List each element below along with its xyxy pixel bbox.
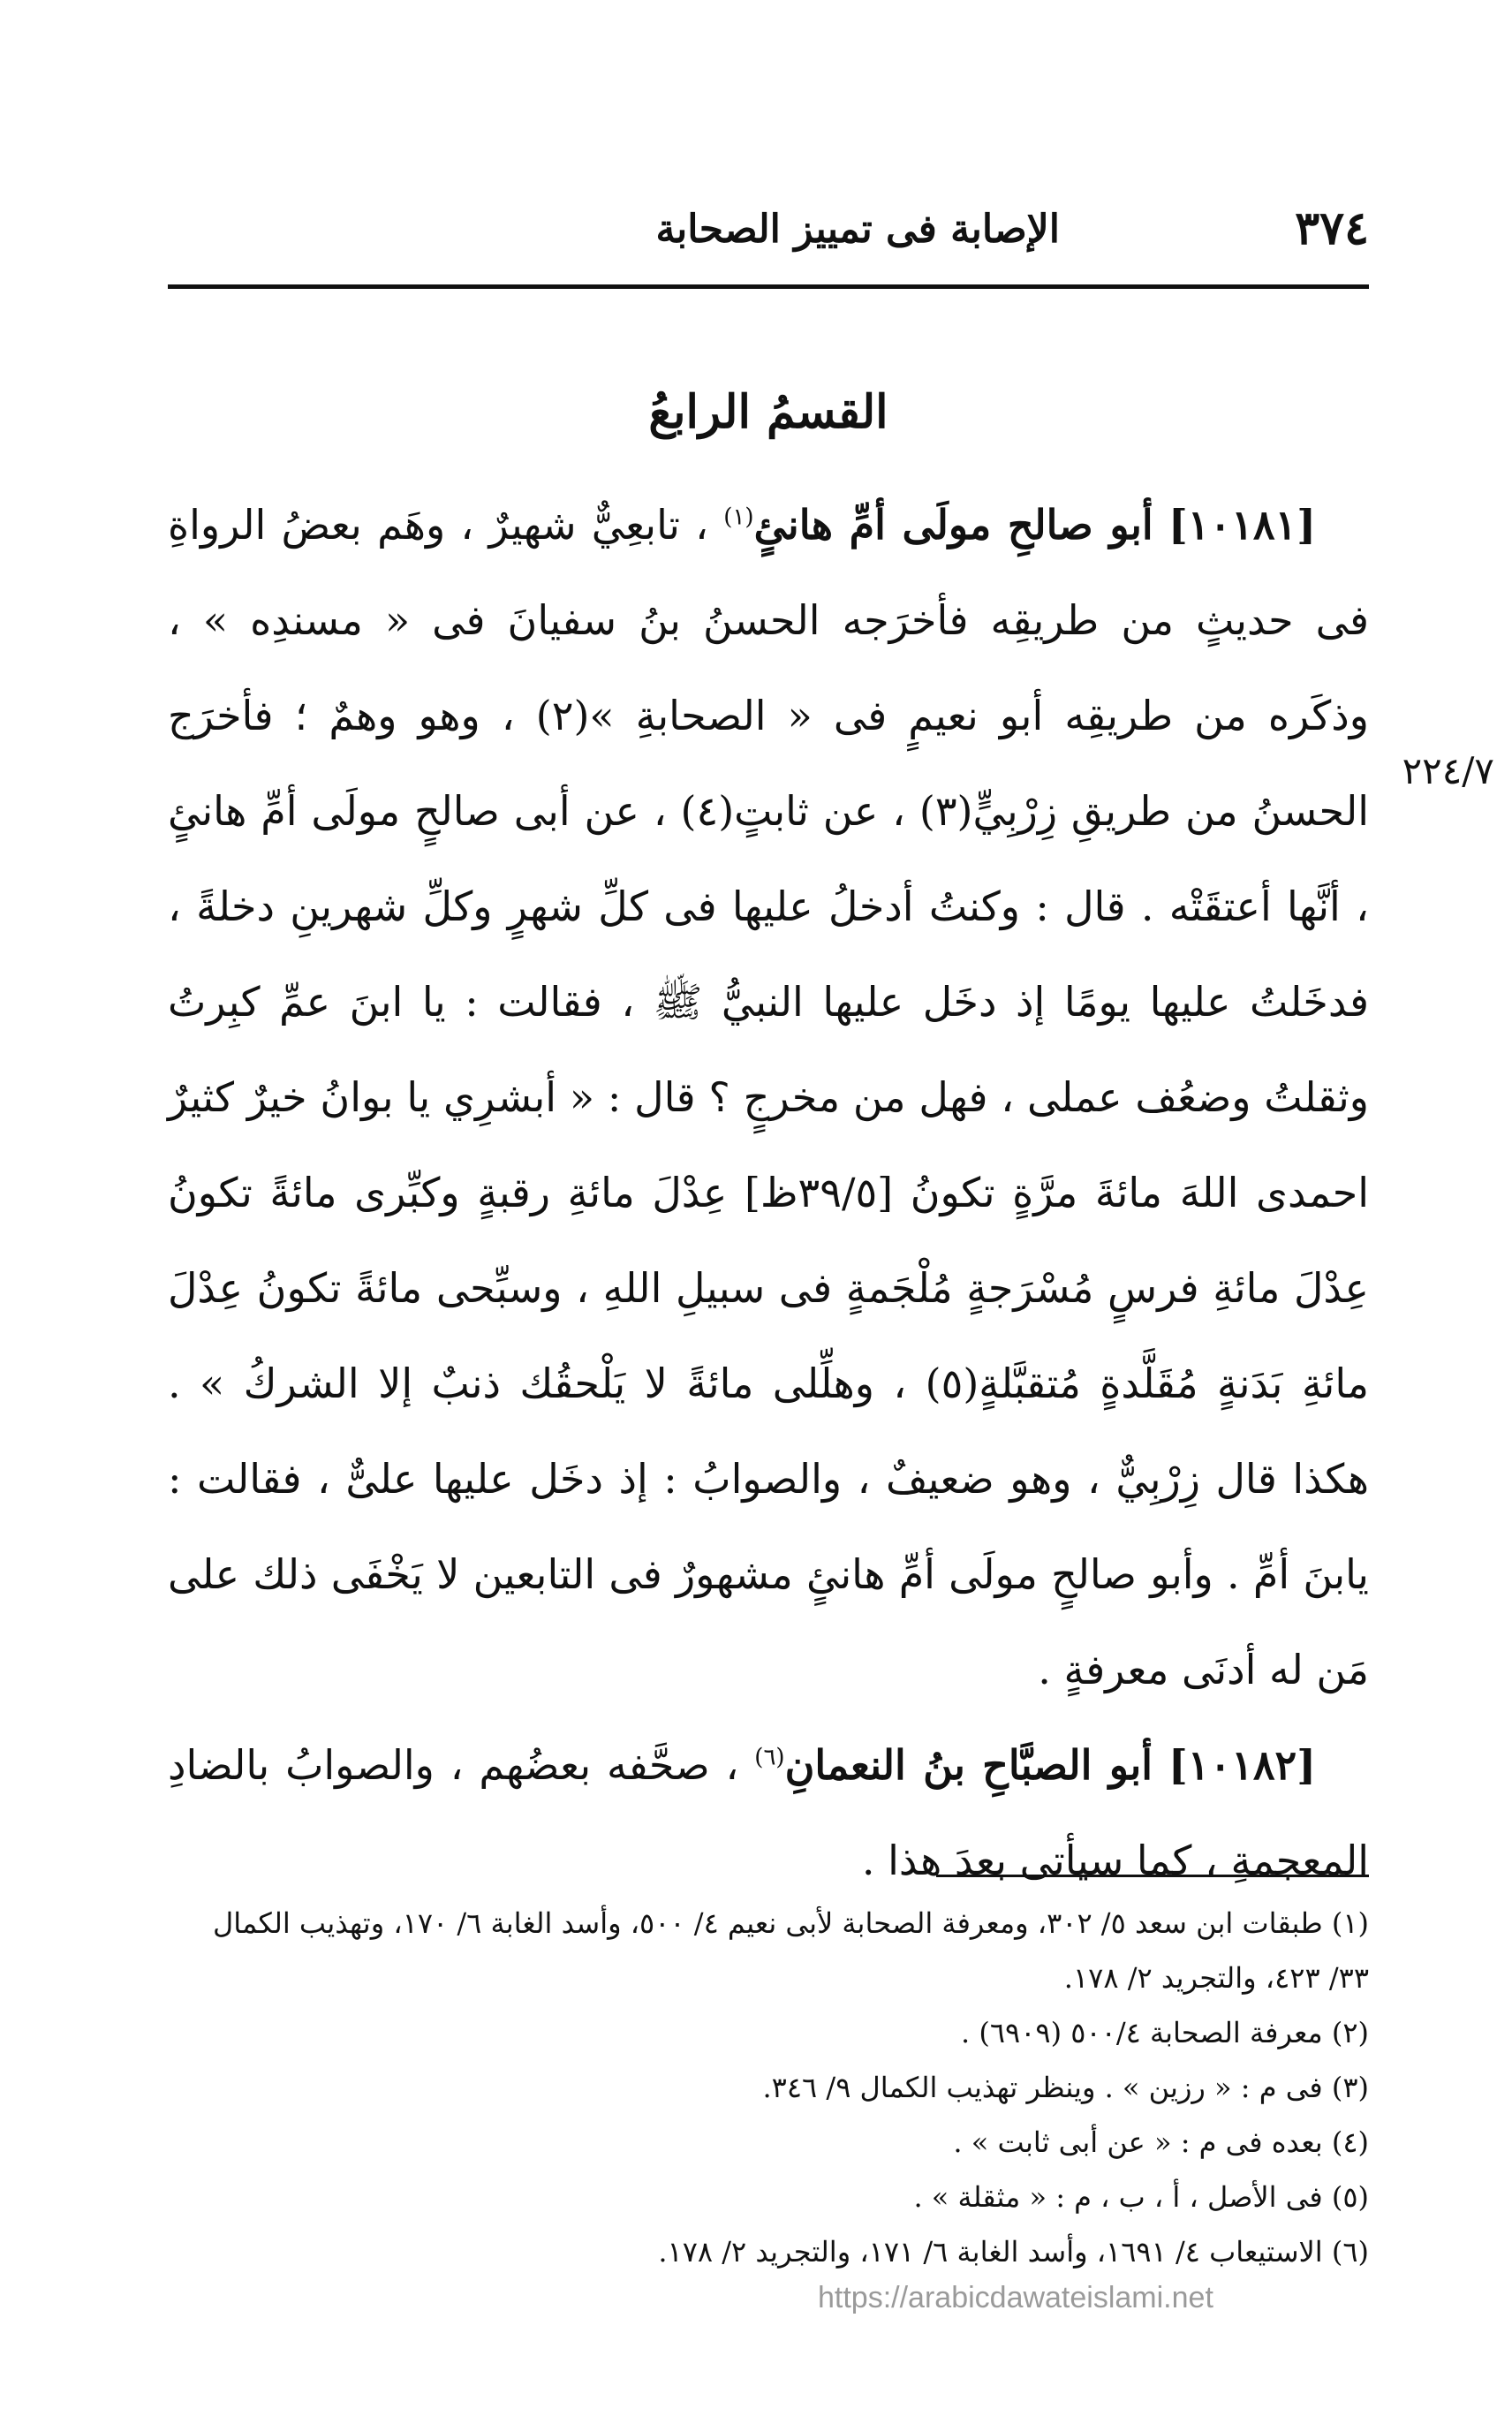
- footnote-rule: [936, 1875, 1369, 1877]
- running-title: الإصابة فى تمييز الصحابة: [655, 207, 1060, 252]
- footnote-2: (٢) معرفة الصحابة ٥٠٠/٤ (٦٩٠٩) .: [961, 2016, 1369, 2049]
- entry-10182: [168, 1717, 1369, 1908]
- margin-reference: ٢٢٤/٧: [1402, 749, 1494, 792]
- main-text: [168, 477, 1369, 1908]
- entry-number: [١٠١٨٢]: [1168, 1741, 1317, 1789]
- page-header: [168, 201, 1369, 272]
- entry-10181: [168, 477, 1369, 1717]
- header-rule: [168, 284, 1369, 289]
- footnote-marker: (٦): [754, 1744, 785, 1771]
- footnote-3: (٣) فى م : « رزين » . وينظر تهذيب الكمال ٩/ ٣٤٦.: [762, 2071, 1369, 2104]
- entry-text: ، تابعِيٌّ شهيرٌ ، وهَم بعضُ الرواةِ فى حديثٍ من طريقِه فأخرَجه الحسنُ بنُ سفيانَ فى « مسندِه » ، وذكَره من طريقِه أبو نعيمٍ فى « الصحابةِ »(٢) ، وهو وهمٌ ؛ فأخرَج الحسنُ من طريقِ زِرْبِيٍّ(٣) ، عن ثابتٍ(٤) ، عن أبى صالحٍ مولَى أمِّ هانئٍ ، أنَّها أعتقَتْه . قال : وكنتُ أدخلُ عليها فى كلِّ شهرٍ وكلِّ شهرينِ دخلةً ، فدخَلتُ عليها يومًا إذ دخَل عليها النبيُّ ﷺ ، فقالت : يا ابنَ عمِّ كبِرتُ وثقلتُ وضعُف عملى ، فهل من مخرجٍ ؟ قال : « أبشرِي يا بوانُ خيرٌ كثيرٌ احمدى اللهَ مائةَ مرَّةٍ تكونُ [٣٩/٥ظ] عِدْلَ مائةِ رقبةٍ وكبِّرى مائةً تكونُ عِدْلَ مائةِ فرسٍ مُسْرَجةٍ مُلْجَمةٍ فى سبيلِ اللهِ ، وسبِّحى مائةً تكونُ عِدْلَ مائةِ بَدَنةٍ مُقَلَّدةٍ مُتقبَّلةٍ(٥) ، وهلِّلى مائةً لا يَلْحقُك ذنبٌ إلا الشركُ » . هكذا قال زِرْبِيٌّ ، وهو ضعيفٌ ، والصوابُ : إذ دخَل عليها علىٌّ ، فقالت : يابنَ أمِّ . وأبو صالحٍ مولَى أمِّ هانئٍ مشهورٌ فى التابعين لا يَخْفَى ذلك على مَن له أدنَى معرفةٍ .: [168, 501, 1370, 1693]
- entry-name: أبو الصبَّاحِ بنُ النعمانِ: [784, 1741, 1153, 1789]
- entry-number: [١٠١٨١]: [1168, 501, 1317, 549]
- footnote-4: (٤) بعده فى م : « عن أبى ثابت » .: [953, 2125, 1369, 2159]
- footnote-marker: (١): [723, 504, 754, 531]
- watermark-url: https://arabicdawateislami.net: [818, 2281, 1213, 2314]
- footnote-1: (١) طبقات ابن سعد ٥/ ٣٠٢، ومعرفة الصحابة لأبى نعيم ٤/ ٥٠٠، وأسد الغابة ٦/ ١٧٠، وتهذيب الكمال ٣٣/ ٤٢٣، والتجريد ٢/ ١٧٨.: [212, 1906, 1369, 1995]
- entry-text: ، صحَّفه بعضُهم ، والصوابُ بالضادِ المعجمةِ ، كما سيأتى بعدَ هذا .: [168, 1741, 1369, 1884]
- footnotes: [168, 1896, 1369, 2279]
- footnote-6: (٦) الاستيعاب ٤/ ١٦٩١، وأسد الغابة ٦/ ١٧١، والتجريد ٢/ ١٧٨.: [658, 2235, 1369, 2269]
- footnote-5: (٥) فى الأصل ، أ ، ب ، م : « مثقلة » .: [913, 2180, 1369, 2214]
- page-number: ٣٧٤: [1295, 201, 1369, 255]
- entry-name: أبو صالحِ مولَى أمِّ هانئٍ: [753, 501, 1153, 549]
- section-title: القسمُ الرابعُ: [648, 385, 888, 439]
